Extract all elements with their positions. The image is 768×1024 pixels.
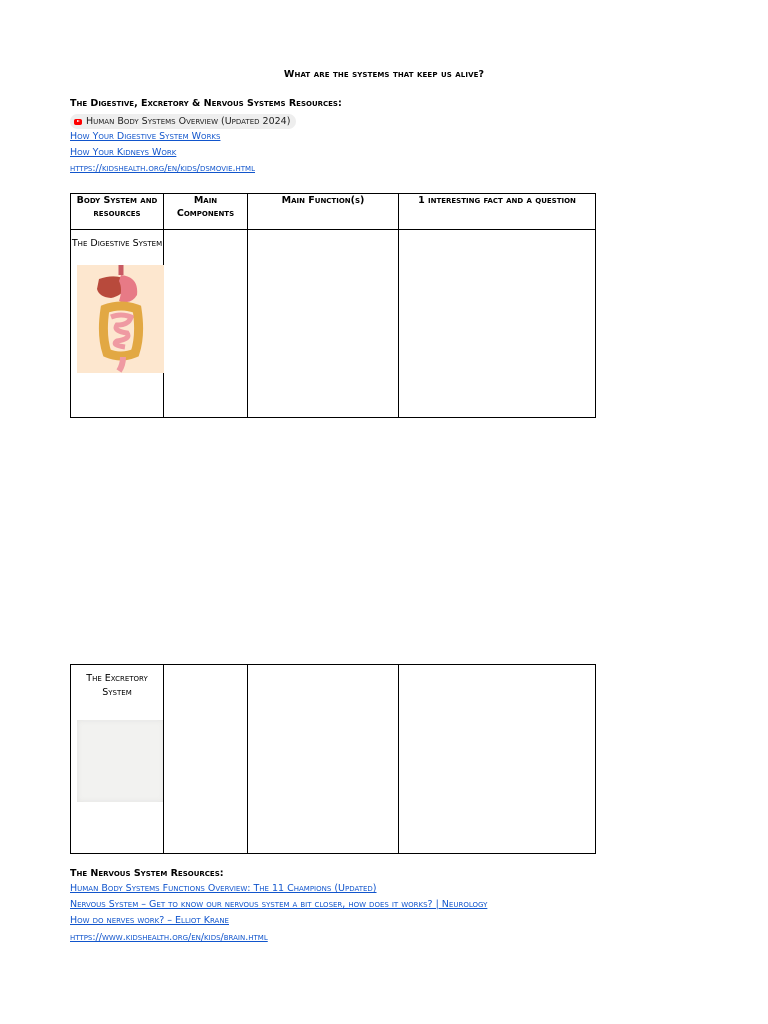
header-fact-question: 1 interesting fact and a question [399, 194, 596, 230]
body-systems-table-bottom [70, 664, 596, 854]
link-kidshealth-dsmovie[interactable]: https://kidshealth.org/en/kids/dsmovie.html [70, 163, 255, 174]
youtube-icon [74, 119, 82, 125]
nervous-resources-heading: The Nervous System Resources: [70, 868, 224, 879]
table-row-excretory [71, 665, 596, 854]
link-digestive-system[interactable]: How Your Digestive System Works [70, 131, 221, 142]
cell-digestive-components[interactable] [164, 230, 248, 418]
table-row-digestive [71, 230, 596, 418]
system-name-digestive: The Digestive System [71, 238, 163, 249]
header-main-components: Main Components [164, 194, 248, 230]
cell-excretory-fact[interactable] [399, 665, 596, 854]
link-nervous-system-neurology[interactable]: Nervous System – Get to know our nervous system a bit closer, how does it works? | Neurology [70, 899, 488, 910]
resources-heading: The Digestive, Excretory & Nervous Systems Resources: [70, 98, 342, 109]
link-kidshealth-brain[interactable]: https://www.kidshealth.org/en/kids/brain.html [70, 932, 268, 943]
cell-excretory-functions[interactable] [248, 665, 399, 854]
video-chip[interactable] [70, 114, 296, 129]
system-name-excretory: The Excretory System [86, 673, 148, 698]
digestive-system-image [77, 265, 164, 373]
video-chip-label: Human Body Systems Overview (Updated 2024) [86, 116, 291, 127]
cell-excretory-system [71, 665, 164, 854]
cell-excretory-components[interactable] [164, 665, 248, 854]
cell-digestive-functions[interactable] [248, 230, 399, 418]
link-eleven-champions[interactable]: Human Body Systems Functions Overview: The 11 Champions (Updated) [70, 883, 377, 894]
link-how-nerves-work[interactable]: How do nerves work? – Elliot Krane [70, 915, 229, 926]
body-systems-table-top [70, 193, 596, 418]
page-title: What are the systems that keep us alive? [283, 69, 485, 80]
header-main-functions: Main Function(s) [248, 194, 399, 230]
header-body-system: Body System and resources [71, 194, 164, 230]
excretory-system-image [77, 720, 164, 802]
cell-digestive-fact[interactable] [399, 230, 596, 418]
link-kidneys[interactable]: How Your Kidneys Work [70, 147, 177, 158]
table-header-row [71, 194, 596, 230]
cell-digestive-system [71, 230, 164, 418]
